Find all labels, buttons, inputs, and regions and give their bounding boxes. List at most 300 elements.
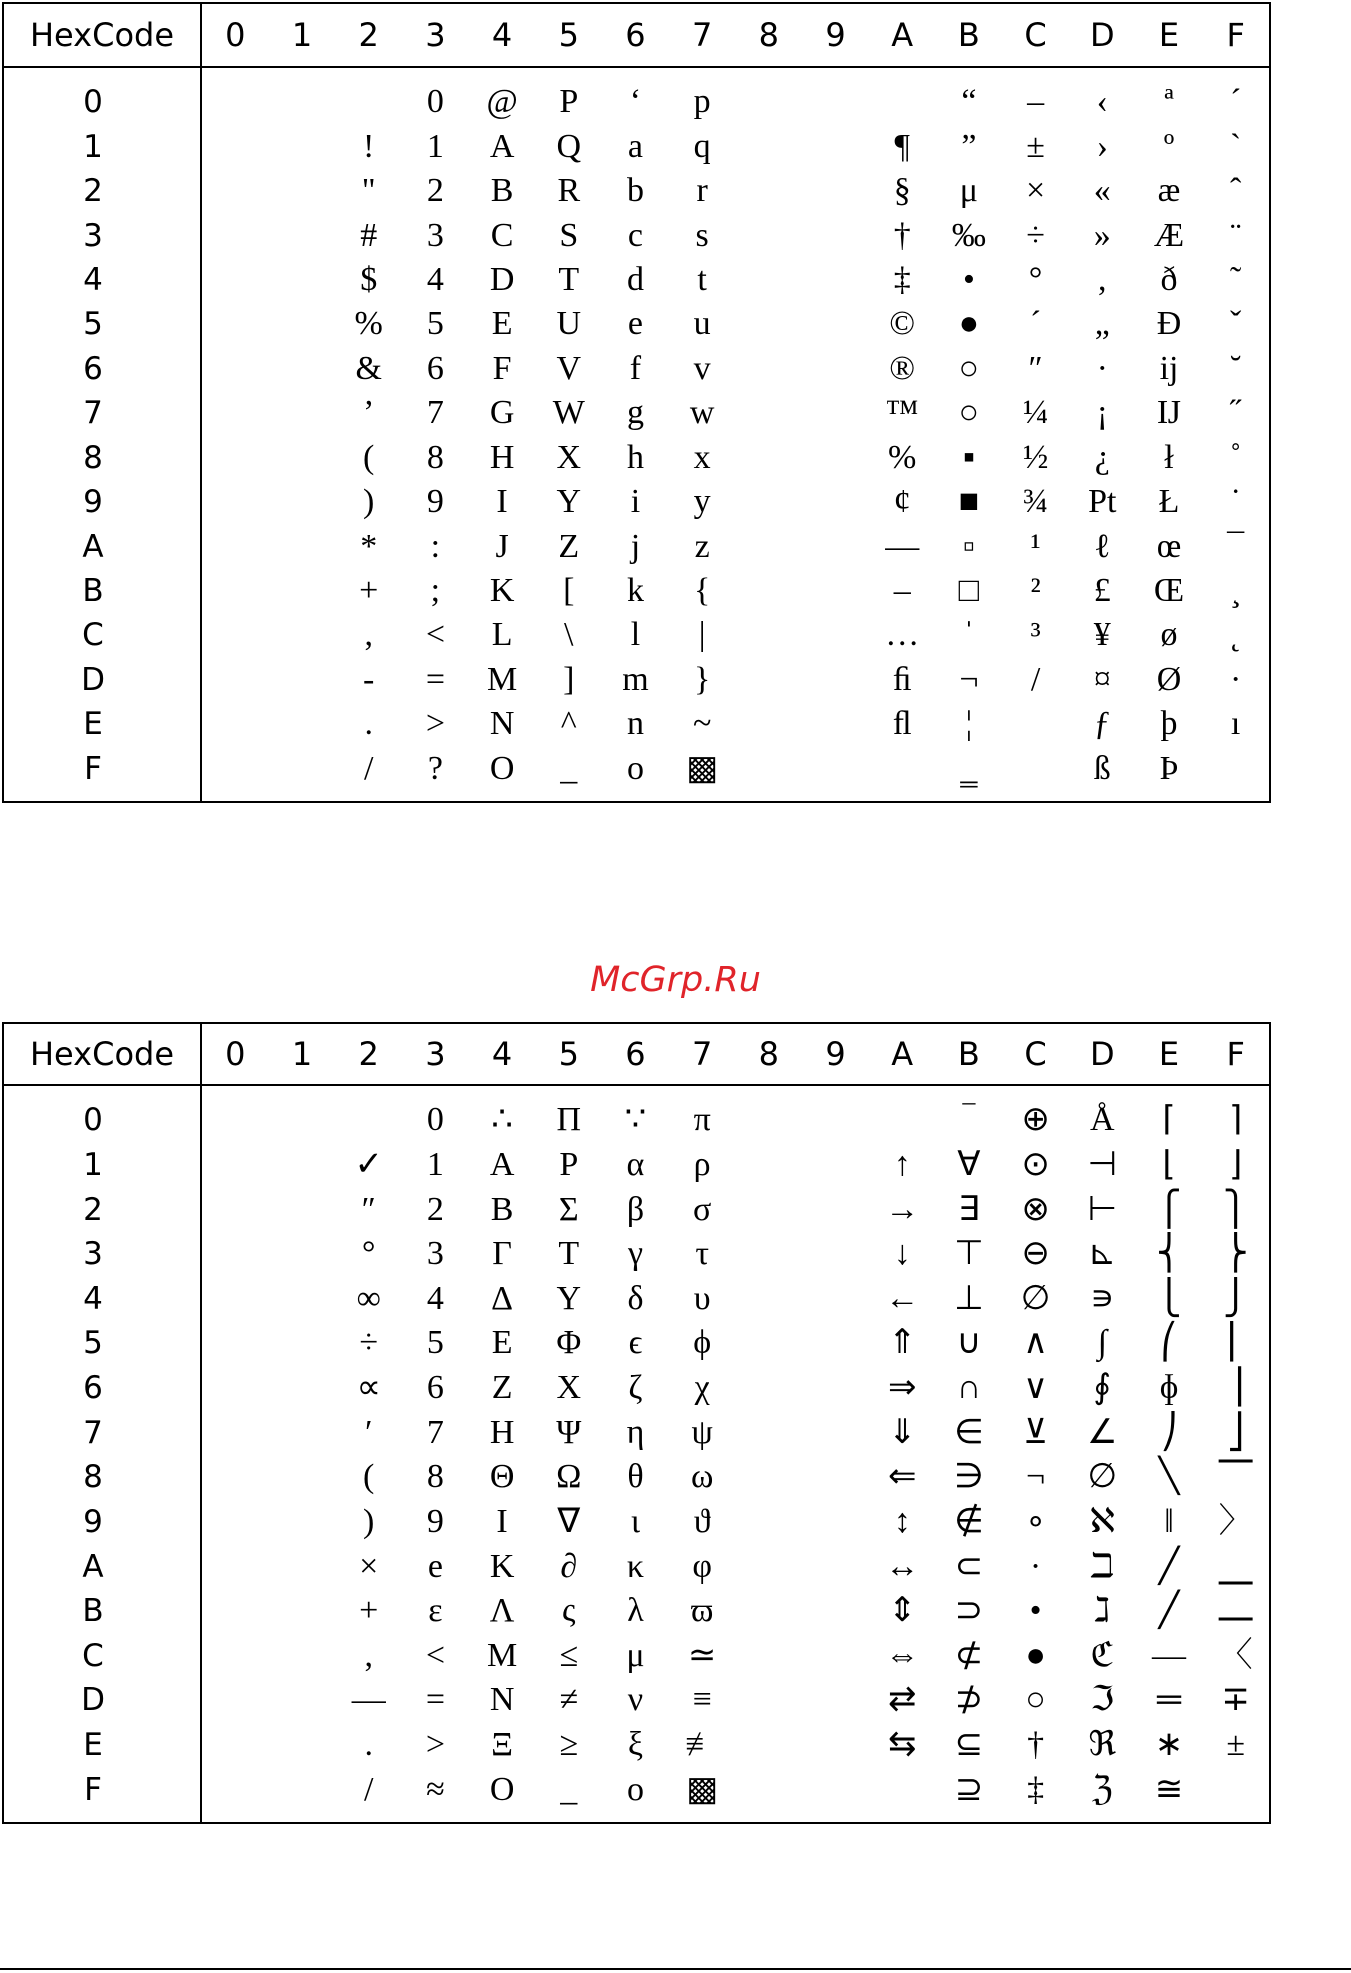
glyph-cell: J <box>495 527 509 565</box>
glyph-cell: › <box>1096 127 1108 165</box>
glyph-cell: ξ <box>627 1726 644 1764</box>
glyph-cell: ╲ <box>1158 1458 1180 1496</box>
glyph-cell <box>269 391 336 435</box>
glyph-cell: g <box>626 394 644 432</box>
glyph-cell: V <box>556 349 582 387</box>
column-header: E <box>1136 1024 1203 1086</box>
glyph-cell: x <box>693 438 711 476</box>
glyph-cell: ⊻ <box>1023 1413 1049 1451</box>
glyph-cell <box>736 1232 803 1277</box>
glyph-cell: > <box>425 705 445 743</box>
glyph-cell <box>1202 1767 1269 1812</box>
column-header: 3 <box>402 1024 469 1086</box>
glyph-cell <box>202 1678 269 1723</box>
hexcode-header: HexCode <box>4 4 202 68</box>
glyph-cell: ↔ <box>885 1547 920 1585</box>
glyph-cell: G <box>489 394 515 432</box>
glyph-cell <box>802 1410 869 1455</box>
glyph-cell: # <box>360 216 378 254</box>
glyph-cell: ^ <box>560 705 577 743</box>
glyph-cell: Y <box>556 483 582 521</box>
glyph-cell: ¶ <box>894 127 910 165</box>
glyph-cell <box>802 524 869 568</box>
glyph-cell: ( <box>363 1458 375 1496</box>
glyph-cell: ⎺ <box>1218 1458 1253 1496</box>
glyph-cell: ↕ <box>893 1502 911 1540</box>
code-column <box>269 68 336 801</box>
glyph-cell <box>269 169 336 213</box>
glyph-cell: Z <box>491 1369 513 1407</box>
glyph-cell <box>202 1634 269 1679</box>
glyph-cell: ϖ <box>690 1592 714 1630</box>
glyph-cell <box>736 80 803 124</box>
column-header: 7 <box>669 4 736 68</box>
glyph-cell: a <box>627 127 644 165</box>
glyph-cell: ℓ <box>1094 527 1111 565</box>
glyph-cell: 4 <box>426 1279 444 1317</box>
glyph-cell: ⎭ <box>1222 1279 1249 1317</box>
column-header: 4 <box>469 4 536 68</box>
glyph-cell: 5 <box>426 305 444 343</box>
glyph-cell <box>802 1500 869 1545</box>
glyph-cell: 6 <box>426 349 444 387</box>
glyph-cell: @ <box>486 83 518 121</box>
glyph-cell: H <box>489 438 515 476</box>
glyph-cell: N <box>489 1681 515 1719</box>
glyph-cell <box>269 480 336 524</box>
column-header: 8 <box>736 1024 803 1086</box>
glyph-cell: ∈ <box>954 1413 984 1451</box>
glyph-cell: ⊄ <box>954 1636 984 1674</box>
glyph-cell: ƒ <box>1093 705 1111 743</box>
glyph-cell <box>269 1143 336 1188</box>
row-label: 6 <box>83 1370 103 1407</box>
glyph-cell: ⎫ <box>1222 1190 1249 1228</box>
glyph-cell: C <box>490 216 514 254</box>
glyph-cell <box>202 80 269 124</box>
glyph-cell: s <box>695 216 709 254</box>
glyph-cell: ⎛ <box>1160 1324 1178 1362</box>
glyph-cell: 7 <box>426 394 444 432</box>
glyph-cell <box>802 1232 869 1277</box>
glyph-cell <box>802 1098 869 1143</box>
glyph-cell: . <box>364 1726 373 1764</box>
glyph-cell: ; <box>430 572 441 610</box>
glyph-cell: . <box>364 705 373 743</box>
glyph-cell: ﬁ <box>892 660 912 698</box>
glyph-cell: ″ <box>361 1190 376 1228</box>
code-column <box>736 68 803 801</box>
glyph-cell: ▩ <box>686 749 719 787</box>
glyph-cell <box>802 480 869 524</box>
glyph-cell: + <box>359 572 379 610</box>
glyph-cell: ↑ <box>893 1145 911 1183</box>
glyph-cell: ¡ <box>1096 394 1108 432</box>
glyph-cell: ~ <box>692 705 712 743</box>
glyph-cell: 2 <box>426 172 444 210</box>
glyph-cell: ⊙ <box>1021 1145 1050 1183</box>
glyph-cell: < <box>425 1636 445 1674</box>
column-header: E <box>1136 4 1203 68</box>
code-column <box>335 1086 402 1822</box>
glyph-cell: E <box>491 1324 513 1362</box>
glyph-cell: “ <box>961 83 977 121</box>
column-header: 4 <box>469 1024 536 1086</box>
column-header: 8 <box>736 4 803 68</box>
code-column <box>869 1086 936 1822</box>
glyph-cell <box>736 1723 803 1768</box>
code-column <box>469 1086 536 1822</box>
glyph-cell <box>869 747 936 791</box>
glyph-cell: ) <box>363 483 375 521</box>
row-label: 5 <box>83 1325 103 1362</box>
glyph-cell: L <box>491 616 513 654</box>
glyph-cell <box>269 1678 336 1723</box>
glyph-cell: ¢ <box>893 483 911 521</box>
column-header: C <box>1002 1024 1069 1086</box>
glyph-cell: ˆ <box>1229 172 1242 210</box>
row-labels <box>4 1086 202 1822</box>
glyph-cell <box>202 524 269 568</box>
glyph-cell <box>802 1544 869 1589</box>
glyph-cell: & <box>355 349 382 387</box>
column-header: 5 <box>535 4 602 68</box>
glyph-cell: ℶ <box>1090 1547 1114 1585</box>
glyph-cell <box>202 124 269 168</box>
glyph-cell <box>202 613 269 657</box>
page-bottom-rule <box>0 1968 1351 1970</box>
row-label: 8 <box>83 439 103 476</box>
glyph-cell <box>736 524 803 568</box>
glyph-cell <box>335 1098 402 1143</box>
glyph-cell: ⊾ <box>1088 1235 1117 1273</box>
glyph-cell: ˈ <box>963 616 975 654</box>
code-column <box>1136 68 1203 801</box>
glyph-cell <box>1202 747 1269 791</box>
glyph-cell: t <box>697 260 707 298</box>
row-label: B <box>82 573 104 610</box>
glyph-cell: ⇆ <box>887 1726 917 1764</box>
glyph-cell <box>269 1410 336 1455</box>
glyph-cell: , <box>364 1636 373 1674</box>
glyph-cell <box>269 80 336 124</box>
glyph-cell: ⇒ <box>887 1369 917 1407</box>
glyph-cell: ≈ <box>426 1770 445 1808</box>
glyph-cell <box>202 1143 269 1188</box>
glyph-cell: ∮ <box>1093 1369 1112 1407</box>
glyph-cell <box>802 1187 869 1232</box>
glyph-cell: ± <box>1026 127 1045 165</box>
glyph-cell: , <box>1098 260 1107 298</box>
glyph-cell: 0 <box>426 1101 444 1139</box>
glyph-cell: Θ <box>489 1458 515 1496</box>
glyph-cell <box>269 658 336 702</box>
watermark-text: McGrp.Ru <box>590 960 761 1000</box>
glyph-cell <box>269 258 336 302</box>
glyph-cell: † <box>1027 1726 1045 1764</box>
glyph-cell: Υ <box>556 1279 582 1317</box>
glyph-cell: ª <box>1164 83 1174 121</box>
glyph-cell: y <box>693 483 711 521</box>
glyph-cell: e <box>627 305 644 343</box>
glyph-cell: r <box>696 172 708 210</box>
glyph-cell: Δ <box>491 1279 514 1317</box>
glyph-cell: ∃ <box>958 1190 980 1228</box>
glyph-cell: Γ <box>492 1235 512 1273</box>
glyph-cell <box>736 613 803 657</box>
glyph-cell: ‖ <box>1164 1502 1174 1540</box>
glyph-cell: = <box>425 1681 445 1719</box>
glyph-cell <box>802 213 869 257</box>
glyph-cell: ℜ <box>1088 1726 1117 1764</box>
glyph-cell <box>802 613 869 657</box>
glyph-cell <box>802 702 869 746</box>
glyph-cell: T <box>558 260 580 298</box>
glyph-cell: ⇑ <box>887 1324 917 1362</box>
glyph-cell: u <box>693 305 711 343</box>
glyph-cell: Ĳ <box>1156 394 1182 432</box>
column-header: A <box>869 1024 936 1086</box>
glyph-cell <box>736 1410 803 1455</box>
glyph-cell: © <box>889 305 916 343</box>
row-label: E <box>83 706 103 743</box>
row-label: 2 <box>83 173 103 210</box>
glyph-cell: ■ <box>958 483 980 521</box>
glyph-cell: ˛ <box>1229 616 1242 654</box>
glyph-cell: Å <box>1090 1101 1115 1139</box>
glyph-cell: ⌉ <box>1229 1101 1243 1139</box>
glyph-cell: ‹ <box>1096 83 1108 121</box>
glyph-cell <box>802 1767 869 1812</box>
glyph-cell: ∨ <box>1023 1369 1049 1407</box>
glyph-cell: ¥ <box>1093 616 1111 654</box>
glyph-cell: U <box>556 305 582 343</box>
glyph-cell: ĳ <box>1159 349 1179 387</box>
glyph-cell: β <box>626 1190 645 1228</box>
glyph-cell <box>1002 747 1069 791</box>
glyph-cell <box>802 1678 869 1723</box>
glyph-cell <box>269 1767 336 1812</box>
glyph-cell: k <box>626 572 644 610</box>
glyph-cell: [ <box>563 572 575 610</box>
glyph-cell <box>202 1767 269 1812</box>
glyph-cell: ⎦ <box>1227 1413 1245 1451</box>
glyph-cell: — <box>351 1681 386 1719</box>
glyph-cell: Ω <box>556 1458 582 1496</box>
glyph-cell <box>736 391 803 435</box>
glyph-cell <box>802 302 869 346</box>
glyph-cell <box>269 1544 336 1589</box>
glyph-cell: ´ <box>1029 305 1042 343</box>
glyph-cell: ∓ <box>1221 1681 1250 1719</box>
glyph-cell <box>736 1277 803 1322</box>
glyph-cell: ℵ <box>1089 1502 1115 1540</box>
glyph-cell: œ <box>1156 527 1182 565</box>
glyph-cell <box>269 613 336 657</box>
glyph-cell: ‾ <box>963 1101 975 1139</box>
glyph-cell: ϵ <box>628 1324 643 1362</box>
glyph-cell: F <box>492 349 512 387</box>
glyph-cell <box>802 1589 869 1634</box>
glyph-cell <box>269 1500 336 1545</box>
code-column <box>869 68 936 801</box>
glyph-cell <box>736 1589 803 1634</box>
glyph-cell: η <box>626 1413 645 1451</box>
glyph-cell: £ <box>1093 572 1111 610</box>
glyph-cell: ≥ <box>559 1726 579 1764</box>
glyph-cell: I <box>496 483 508 521</box>
glyph-cell: ⊢ <box>1087 1190 1118 1228</box>
glyph-cell: ▩ <box>686 1770 719 1808</box>
glyph-cell: ⊣ <box>1087 1145 1118 1183</box>
column-header: F <box>1202 1024 1269 1086</box>
glyph-cell: o <box>626 749 644 787</box>
glyph-cell: ℑ <box>1090 1681 1115 1719</box>
column-header: C <box>1002 4 1069 68</box>
glyph-cell <box>802 258 869 302</box>
column-header: D <box>1069 1024 1136 1086</box>
glyph-cell <box>736 436 803 480</box>
glyph-cell: ∅ <box>1087 1458 1118 1496</box>
row-label: D <box>81 1682 105 1719</box>
glyph-cell: ⎨ <box>1156 1235 1182 1273</box>
code-column <box>802 68 869 801</box>
glyph-cell: ⊗ <box>1021 1190 1050 1228</box>
glyph-cell: ℨ <box>1091 1770 1113 1808</box>
glyph-cell: ± <box>1226 1726 1245 1764</box>
glyph-cell: \ <box>564 616 574 654</box>
glyph-cell <box>869 1098 936 1143</box>
glyph-cell: — <box>885 527 920 565</box>
glyph-cell <box>802 169 869 213</box>
glyph-cell <box>736 302 803 346</box>
glyph-cell: ¦ <box>965 705 973 743</box>
glyph-cell: Ψ <box>556 1413 582 1451</box>
glyph-cell <box>202 213 269 257</box>
glyph-cell: ρ <box>693 1145 711 1183</box>
code-column <box>1202 68 1269 801</box>
glyph-cell: æ <box>1157 172 1181 210</box>
character-table-2 <box>2 1022 1271 1824</box>
glyph-cell <box>202 747 269 791</box>
glyph-cell: ı <box>1230 705 1241 743</box>
glyph-cell: Ξ <box>491 1726 514 1764</box>
row-label: C <box>82 617 104 654</box>
row-label: 7 <box>83 1414 103 1451</box>
glyph-cell: ﬂ <box>892 705 912 743</box>
glyph-cell: ² <box>1030 572 1041 610</box>
glyph-cell: Đ <box>1156 305 1182 343</box>
glyph-cell: D <box>489 260 515 298</box>
row-label: F <box>84 1771 102 1808</box>
glyph-cell <box>269 436 336 480</box>
glyph-cell <box>736 1366 803 1411</box>
glyph-cell: ∀ <box>957 1145 981 1183</box>
glyph-cell: « <box>1093 172 1111 210</box>
glyph-cell: · <box>1229 660 1242 698</box>
glyph-cell: ≅ <box>1154 1770 1184 1808</box>
glyph-cell: ¯ <box>1227 527 1245 565</box>
glyph-cell <box>269 1589 336 1634</box>
glyph-cell: ! <box>363 127 375 165</box>
glyph-cell: A <box>489 127 515 165</box>
glyph-cell: ○ <box>958 394 980 432</box>
glyph-cell: — <box>1151 1636 1186 1674</box>
glyph-cell: 5 <box>426 1324 444 1362</box>
glyph-cell <box>202 169 269 213</box>
glyph-cell: ← <box>885 1279 920 1317</box>
glyph-cell <box>269 1277 336 1322</box>
glyph-cell: ⇄ <box>887 1681 917 1719</box>
glyph-cell: ∗ <box>1154 1726 1184 1764</box>
glyph-cell <box>802 569 869 613</box>
glyph-cell: ⎩ <box>1156 1279 1182 1317</box>
glyph-cell <box>202 1277 269 1322</box>
glyph-cell: ⌈ <box>1162 1101 1176 1139</box>
glyph-cell: ℷ <box>1094 1592 1111 1630</box>
glyph-cell: ¤ <box>1093 660 1111 698</box>
glyph-cell: Œ <box>1153 572 1185 610</box>
column-header: 9 <box>802 1024 869 1086</box>
glyph-cell: ▫ <box>962 527 975 565</box>
code-column <box>1202 1086 1269 1822</box>
glyph-cell: ⎠ <box>1160 1413 1178 1451</box>
glyph-cell <box>736 1098 803 1143</box>
glyph-cell: ∋ <box>954 1458 984 1496</box>
glyph-cell: ¬ <box>1026 1458 1046 1496</box>
glyph-cell: τ <box>695 1235 709 1273</box>
glyph-cell: q <box>693 127 711 165</box>
glyph-cell <box>736 258 803 302</box>
glyph-cell: ⎼ <box>1218 1592 1253 1630</box>
glyph-cell: ˙ <box>1229 483 1242 521</box>
glyph-cell: ι <box>630 1502 641 1540</box>
glyph-cell: ⌊ <box>1162 1145 1176 1183</box>
glyph-cell: ⊖ <box>1021 1235 1050 1273</box>
glyph-cell <box>269 1366 336 1411</box>
glyph-cell: Λ <box>489 1592 515 1630</box>
glyph-cell: M <box>486 660 518 698</box>
glyph-cell: – <box>1027 83 1045 121</box>
glyph-cell <box>736 1544 803 1589</box>
code-column <box>1136 1086 1203 1822</box>
glyph-cell: ˇ <box>1229 305 1242 343</box>
glyph-cell: ∵ <box>624 1101 647 1139</box>
glyph-cell: B <box>490 172 514 210</box>
glyph-cell: / <box>363 1770 374 1808</box>
glyph-cell: ( <box>363 438 375 476</box>
glyph-cell: ╱ <box>1158 1592 1180 1630</box>
row-label: 0 <box>83 1102 103 1139</box>
glyph-cell: ⊤ <box>954 1235 984 1273</box>
glyph-cell: ϑ <box>693 1502 711 1540</box>
row-label: B <box>82 1593 104 1630</box>
glyph-cell: ↓ <box>893 1235 911 1273</box>
glyph-cell <box>736 213 803 257</box>
glyph-cell: W <box>552 394 585 432</box>
glyph-cell: 8 <box>426 438 444 476</box>
glyph-cell <box>202 391 269 435</box>
glyph-cell: , <box>364 616 373 654</box>
glyph-cell: □ <box>958 572 980 610</box>
glyph-cell: % <box>888 438 917 476</box>
glyph-cell <box>802 347 869 391</box>
glyph-cell: ⎧ <box>1156 1190 1182 1228</box>
glyph-cell: ℭ <box>1090 1636 1115 1674</box>
code-column <box>402 1086 469 1822</box>
glyph-cell: ∴ <box>491 1101 513 1139</box>
glyph-cell <box>269 1455 336 1500</box>
